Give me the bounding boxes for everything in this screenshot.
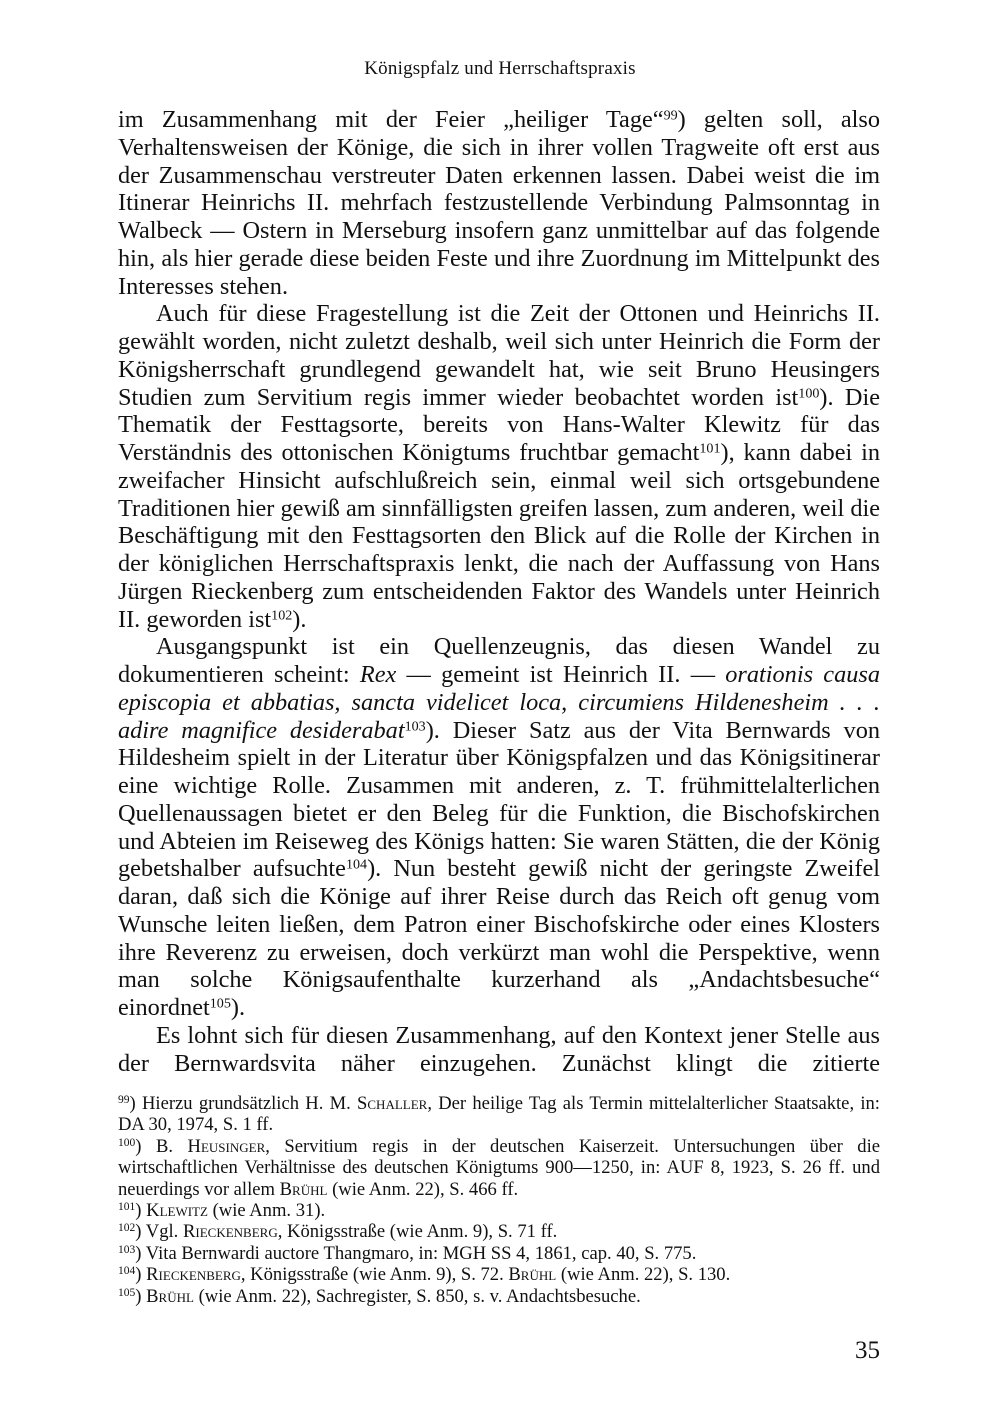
footnote-number: 99 [118, 1094, 130, 1107]
page-number: 35 [855, 1337, 880, 1364]
text-run: ). [230, 994, 246, 1021]
running-head: Königspfalz und Herrschaftspraxis [364, 58, 636, 79]
paragraph [118, 106, 880, 300]
footnote-number: 104 [118, 1265, 136, 1278]
text-run: ). Die Thematik der Festtagsorte, bereits von Hans-Walter Klewitz für das Verständnis des ottonischen Königtums fruchtbar gemacht [118, 383, 880, 466]
text-run: , Königsstraße (wie Anm. 9), S. 72. [240, 1264, 509, 1286]
footnote-number: 105 [118, 1286, 136, 1299]
text-run: im Zusammenhang mit der Feier „heiliger Tage“ [118, 106, 664, 133]
latin-quotation: Rex [359, 661, 397, 688]
author-name: Brühl [508, 1264, 557, 1286]
text-run: Vita Bernwardi auctore Thangmaro, in: MGH SS 4, 1861, cap. 40, S. 775. [141, 1242, 697, 1264]
footnote-paren: ) [135, 1285, 142, 1307]
paragraph [118, 633, 880, 1022]
footnote-number: 100 [118, 1137, 136, 1150]
footnote-paren: ) [135, 1135, 142, 1157]
text-run: ). Nun besteht gewiß nicht der geringste Zweifel daran, daß sich die Könige auf ihrer Reise durch das Reich oft genug vom Wunsche leiten ließen, dem Patron einer Bischofskirche oder eines Klosters ihre Reverenz zu erweisen, doch verkürzt man wohl die Perspektive, wenn man solche Königsaufenthalte kurzerhand als „Andachtsbesuche“ einordnet [118, 855, 880, 1021]
text-run: (wie Anm. 22), S. 130. [556, 1264, 731, 1286]
text-run: ), kann dabei in zweifacher Hinsicht aufschlußreich sein, einmal weil sich ortsgebundene Traditionen hier gewiß am sinnfälligsten greifen lassen, zum anderen, weil die Beschäftigung mit den Festtagsorten den Blick auf die Rolle der Kirchen in der königlichen Herrschaftspraxis lenkt, die nach der Auffassung von Hans Jürgen Rieckenberg zum entscheidenden Faktor des Wandels unter Heinrich II. geworden ist [118, 439, 880, 633]
footnote [118, 1243, 880, 1264]
footnote [118, 1264, 880, 1285]
text-run: , Servitium regis in der deutschen Kaiserzeit. Untersuchungen über die wirtschaftlichen Verhältnisse des deutschen Königtums 900—1250, in: AUF 8, 1923, S. 26 ff. und neuerdings vor allem [118, 1135, 880, 1200]
text-run: B. [141, 1135, 188, 1157]
footnote-paren: ) [129, 1093, 136, 1114]
footnote [118, 1286, 880, 1307]
text-run: Vgl. [141, 1221, 183, 1243]
text-run: ). [292, 605, 307, 633]
text-run: Ausgangspunkt ist ein Quellenzeugnis, das diesen Wandel zu dokumentieren scheint: [118, 633, 880, 688]
footnote-reference: 103 [404, 717, 426, 734]
text-run: Auch für diese Fragestellung ist die Zeit der Ottonen und Heinrichs II. gewählt worden, nicht zuletzt deshalb, weil sich unter Heinrich die Form der Königsherrschaft grundlegend gewandelt hat, wie seit Bruno Heusingers Studien zum Servitium regis immer wieder beobachtet worden ist [118, 300, 880, 411]
text-run: ). Dieser Satz aus der Vita Bernwards von Hildesheim spielt in der Literatur über Königspfalzen und das Königsitinerar eine wichtige Rolle. Zusammen mit anderen, z. T. frühmittelalterlichen Quellenaussagen bietet er den Beleg für die Funktion, die Bischofskirchen und Abteien im Reiseweg des Königs hatten: Sie waren Stätten, die der König gebetshalber aufsuchte [118, 716, 880, 883]
footnote [118, 1093, 880, 1136]
footnote [118, 1136, 880, 1200]
footnote-paren: ) [135, 1264, 142, 1286]
footnote-number: 101 [118, 1201, 136, 1214]
main-text [118, 106, 880, 1077]
footnote-paren: ) [135, 1200, 142, 1222]
author-name: Heusinger [187, 1135, 266, 1157]
text-run: Es lohnt sich für diesen Zusammenhang, auf den Kontext jener Stelle aus der Bernwardsvita näher einzugehen. Zunächst klingt die zitierte [118, 1021, 880, 1077]
footnote-reference: 100 [798, 384, 820, 401]
author-name: Rieckenberg [146, 1264, 241, 1286]
author-name: Klewitz [146, 1200, 208, 1222]
footnote-reference: 99 [663, 107, 678, 124]
text-run: , Der heilige Tag als Termin mittelalterlicher Staatsakte, in: DA 30, 1974, S. 1 ff. [118, 1093, 880, 1136]
footnote-reference: 104 [345, 856, 368, 873]
paragraph [118, 1022, 880, 1078]
footnotes [118, 1093, 880, 1307]
footnote-reference: 102 [271, 606, 293, 623]
footnote [118, 1221, 880, 1242]
text-run: — gemeint ist Heinrich II. — [396, 661, 726, 688]
author-name: Brühl [146, 1285, 194, 1307]
footnote-reference: 105 [209, 995, 231, 1012]
text-run: ) gelten soll, also Verhaltensweisen der Könige, die sich in ihrer vollen Tragweite oft erst aus der Zusammenschau verstreuter Daten erkennen lassen. Dabei weist die im Itinerar Heinrichs II. mehrfach festzustellende Verbindung Palmsonntag in Walbeck — Ostern in Merseburg insofern ganz unmittelbar auf das folgende hin, als hier gerade diese beiden Feste und ihre Zuordnung im Mittelpunkt des Interesses stehen. [118, 106, 881, 300]
latin-quotation: orationis causa episcopia et abbatias, sancta videlicet loca, circumiens Hildenesheim . . . adire magnifice desiderabat [118, 661, 880, 744]
author-name: Rieckenberg [182, 1221, 278, 1243]
paragraph [118, 300, 880, 633]
text-run: Hierzu grundsätzlich H. M. [135, 1093, 358, 1114]
footnote-number: 102 [118, 1222, 136, 1235]
footnote-paren: ) [135, 1242, 142, 1264]
text-run: , Königsstraße (wie Anm. 9), S. 71 ff. [277, 1221, 558, 1243]
footnote [118, 1200, 880, 1221]
text-run: (wie Anm. 22), S. 466 ff. [327, 1178, 519, 1200]
footnote-reference: 101 [699, 440, 721, 457]
text-run: (wie Anm. 22), Sachregister, S. 850, s. v. Andachtsbesuche. [193, 1285, 641, 1307]
text-run: (wie Anm. 31). [207, 1200, 326, 1222]
author-name: Schaller [357, 1093, 428, 1114]
footnote-number: 103 [118, 1244, 136, 1257]
footnote-paren: ) [135, 1221, 142, 1243]
author-name: Brühl [279, 1178, 328, 1200]
